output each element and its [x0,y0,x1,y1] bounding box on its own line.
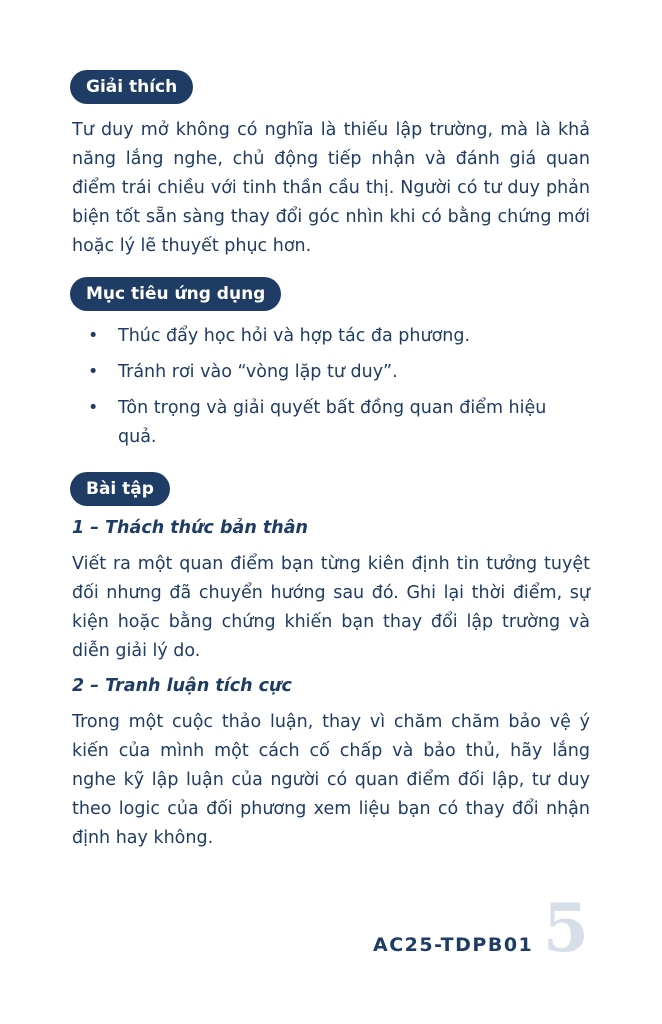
exercise-2-heading: 2 – Tranh luận tích cực [72,676,292,696]
section-title-explanation: Giải thích [70,70,193,104]
exercise-1-text: Viết ra một quan điểm bạn từng kiên định tin tưởng tuyệt đối nhưng đã chuyển hướng sau đó. Ghi lại thời điểm, sự kiện hoặc bằng chứng khiến bạn thay đổi lập trường và diễn giải lý do. [72,554,590,661]
goals-list [72,322,590,459]
goals-list-item [72,394,590,452]
document-code: AC25-TDPB01 [373,934,534,956]
bullet-icon: • [88,362,99,382]
goals-list-item [72,358,590,387]
goals-item-text: Thúc đẩy học hỏi và hợp tác đa phương. [118,326,471,346]
bullet-icon: • [88,326,99,346]
goals-list-item [72,322,590,351]
section-title-exercises: Bài tập [70,472,170,506]
bullet-icon: • [88,398,99,418]
exercise-2-text: Trong một cuộc thảo luận, thay vì chăm chăm bảo vệ ý kiến của mình một cách cố chấp và bảo thủ, hãy lắng nghe kỹ lập luận của người có quan điểm đối lập, tư duy theo logic của đối phương xem liệu bạn có thay đổi nhận định hay không. [72,712,590,848]
goals-item-text: Tránh rơi vào “vòng lặp tư duy”. [118,362,398,382]
exercise-1-heading: 1 – Thách thức bản thân [72,518,308,538]
goals-item-text: Tôn trọng và giải quyết bất đồng quan điểm hiệu quả. [118,398,547,447]
explanation-paragraph: Tư duy mở không có nghĩa là thiếu lập trường, mà là khả năng lắng nghe, chủ động tiếp nhận và đánh giá quan điểm trái chiều với tinh thần cầu thị. Người có tư duy phản biện tốt sẵn sàng thay đổi góc nhìn khi có bằng chứng mới hoặc lý lẽ thuyết phục hơn. [72,120,590,256]
section-title-goals: Mục tiêu ứng dụng [70,277,281,311]
page-number: 5 [543,889,589,967]
